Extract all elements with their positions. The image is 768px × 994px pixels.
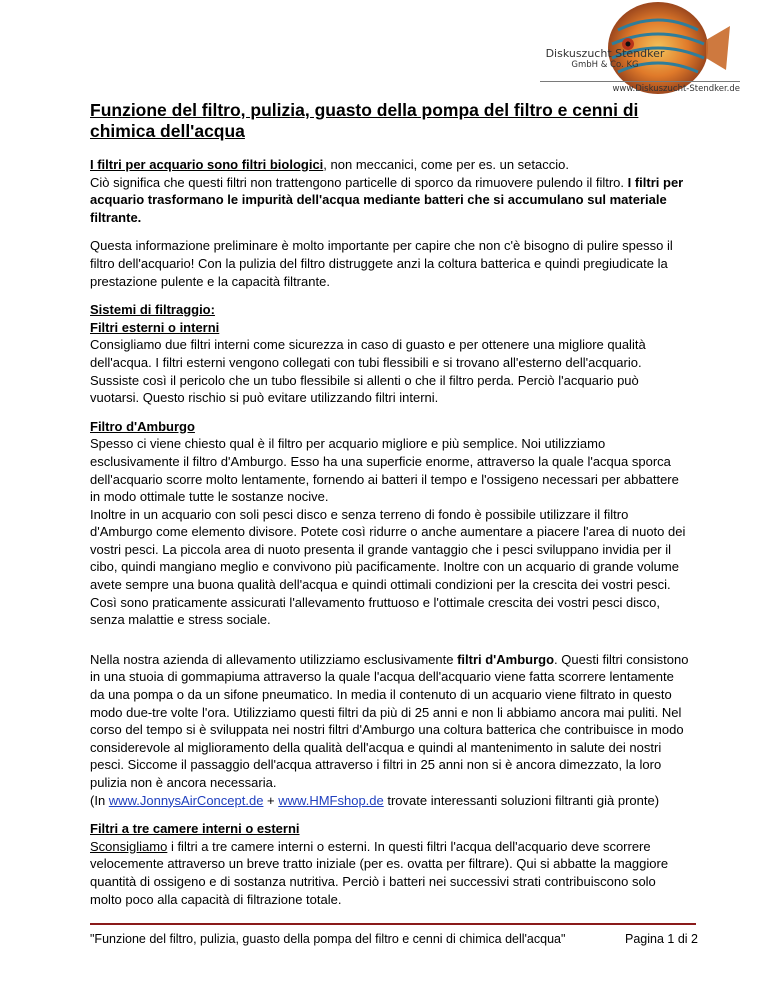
page-number: Pagina 1 di 2 bbox=[625, 932, 698, 946]
document-title: Funzione del filtro, pulizia, guasto della pompa del filtro e cenni di chimica dell'acqua bbox=[90, 100, 639, 141]
page-footer bbox=[90, 932, 710, 947]
three-chamber-lead: Sconsigliamo bbox=[90, 838, 168, 854]
company-website: www.Diskuszucht-Stendker.de bbox=[612, 84, 740, 94]
three-chamber-section bbox=[90, 820, 690, 908]
hamburg-text-2: Inoltre in un acquario con soli pesci disco e senza terreno di fondo è possibile utilizzare il filtro d'Amburgo come elemento divisore. Potete così ridurre o anche aumentare a piacere l'area di nuoto dei vostri pesci. La piccola area di nuoto presenta il grande vantaggio che i pesci sviluppano invidia per il cibo, quindi mangiano meglio e convivono più pacificamente. Inoltre con un acquario di grande volume avete sempre una buona qualità dell'acqua e quindi ottimali condizioni per la crescita dei vostri pesci. Così sono praticamente assicurati l'allevamento fruttuoso e l'ottimale crescita dei vostri pesci disco, senza malattie e stress sociale. bbox=[90, 506, 686, 628]
external-internal-heading: Filtri esterni o interni bbox=[90, 319, 220, 335]
logo-divider bbox=[540, 81, 740, 82]
intro-line2: Ciò significa che questi filtri non trattengono particelle di sporco da rimuovere pulendo il filtro. bbox=[90, 174, 628, 190]
external-internal-text: Consigliamo due filtri interni come sicurezza in caso di guasto e per ottenere una migliore qualità dell'acqua. I filtri esterni vengono collegati con tubi flessibili e si trovano all'esterno dell'acquario. Sussiste così il pericolo che un tubo flessibile si allenti o che il filtro perda. Perciò l'acquario può vuotarsi. Questo rischio si può evitare utilizzando filtri interni. bbox=[90, 337, 646, 406]
farm-text-start: Nella nostra azienda di allevamento utilizziamo esclusivamente bbox=[90, 651, 458, 667]
intro-bold-tail: I filtri per acquario trasformano le impurità dell'acqua mediante batteri che si accumulano sul materiale filtrante. bbox=[90, 174, 684, 225]
company-logo bbox=[510, 0, 740, 110]
jonnys-air-concept-link[interactable]: www.JonnysAirConcept.de bbox=[108, 792, 264, 808]
company-legal-form: GmbH & Co. KG bbox=[571, 60, 639, 70]
document-body bbox=[90, 100, 690, 919]
hamburg-text-1: Spesso ci viene chiesto qual è il filtro per acquario migliore e più semplice. Noi utilizziamo esclusivamente il filtro d'Amburgo. Esso ha una superficie enorme, attraverso la quale l'acqua sporca dell'acquario scorre molto lentamente, fornendo ai batteri il tempo e l'ossigeno necessari per abbattere in modo ottimale tutte le sostanze nocive. bbox=[90, 436, 679, 505]
intro-paragraph bbox=[90, 156, 690, 226]
hmf-shop-link[interactable]: www.HMFshop.de bbox=[278, 792, 384, 808]
hamburg-filter-section bbox=[90, 418, 690, 629]
company-name-block bbox=[540, 47, 670, 71]
footer-divider bbox=[90, 923, 696, 925]
intro-lead-rest: , non meccanici, come per es. un setaccio. bbox=[323, 157, 569, 172]
filter-systems-section bbox=[90, 301, 690, 407]
three-chamber-heading: Filtri a tre camere interni o esterni bbox=[90, 821, 300, 837]
breeding-farm-paragraph bbox=[90, 651, 690, 809]
farm-paren-rest: trovate interessanti soluzioni filtranti già pronte) bbox=[383, 792, 660, 808]
hamburg-filter-heading: Filtro d'Amburgo bbox=[90, 418, 195, 434]
farm-plus: + bbox=[263, 792, 279, 808]
intro-lead: I filtri per acquario sono filtri biologici bbox=[90, 157, 324, 172]
farm-bold: filtri d'Amburgo bbox=[457, 651, 555, 667]
farm-text-rest: . Questi filtri consistono in una stuoia di gommapiuma attraverso la quale l'acqua dell'acquario viene fatta scorrere lentamente da una pompa o da un sifone pneumatico. In media il contenuto di un acquario viene filtrato in questo modo due-tre volte l'ora. Utilizziamo questi filtri da più di 25 anni e non li abbiamo ancora mai puliti. Nel corso del tempo si è sviluppata nei nostri filtri d'Amburgo una coltura batterica che contribuisce in modo considerevole al miglioramento della qualità dell'acqua e quindi al mantenimento in salute dei nostri pesci. Siccome il passaggio dell'acqua attraverso i filtri in 25 anni non si è ancora dimezzato, la loro pulizia non è ancora necessaria. bbox=[90, 651, 689, 790]
filter-systems-heading: Sistemi di filtraggio: bbox=[90, 302, 215, 318]
three-chamber-text: i filtri a tre camere interni o esterni. In questi filtri l'acqua dell'acquario deve scorrere velocemente attraverso un breve tratto iniziale (per es. ovatta per filtrare). Qui si abbatte la maggiore quantità di ossigeno e di sostanza nutritiva. Perciò i batteri nei successivi strati contribuiscono solo molto poco alla capacità di filtrazione totale. bbox=[90, 838, 669, 907]
farm-paren-open: (In bbox=[90, 792, 109, 808]
preliminary-info-paragraph: Questa informazione preliminare è molto importante per capire che non c'è bisogno di pulire spesso il filtro dell'acquario! Con la pulizia del filtro distruggete anzi la coltura batterica e quindi pregiudicate la prestazione pulente e la capacità filtrante. bbox=[90, 238, 673, 289]
company-name: Diskuszucht Stendker bbox=[545, 47, 665, 60]
footer-doc-title: "Funzione del filtro, pulizia, guasto della pompa del filtro e cenni di chimica dell'acqua" bbox=[90, 932, 566, 946]
